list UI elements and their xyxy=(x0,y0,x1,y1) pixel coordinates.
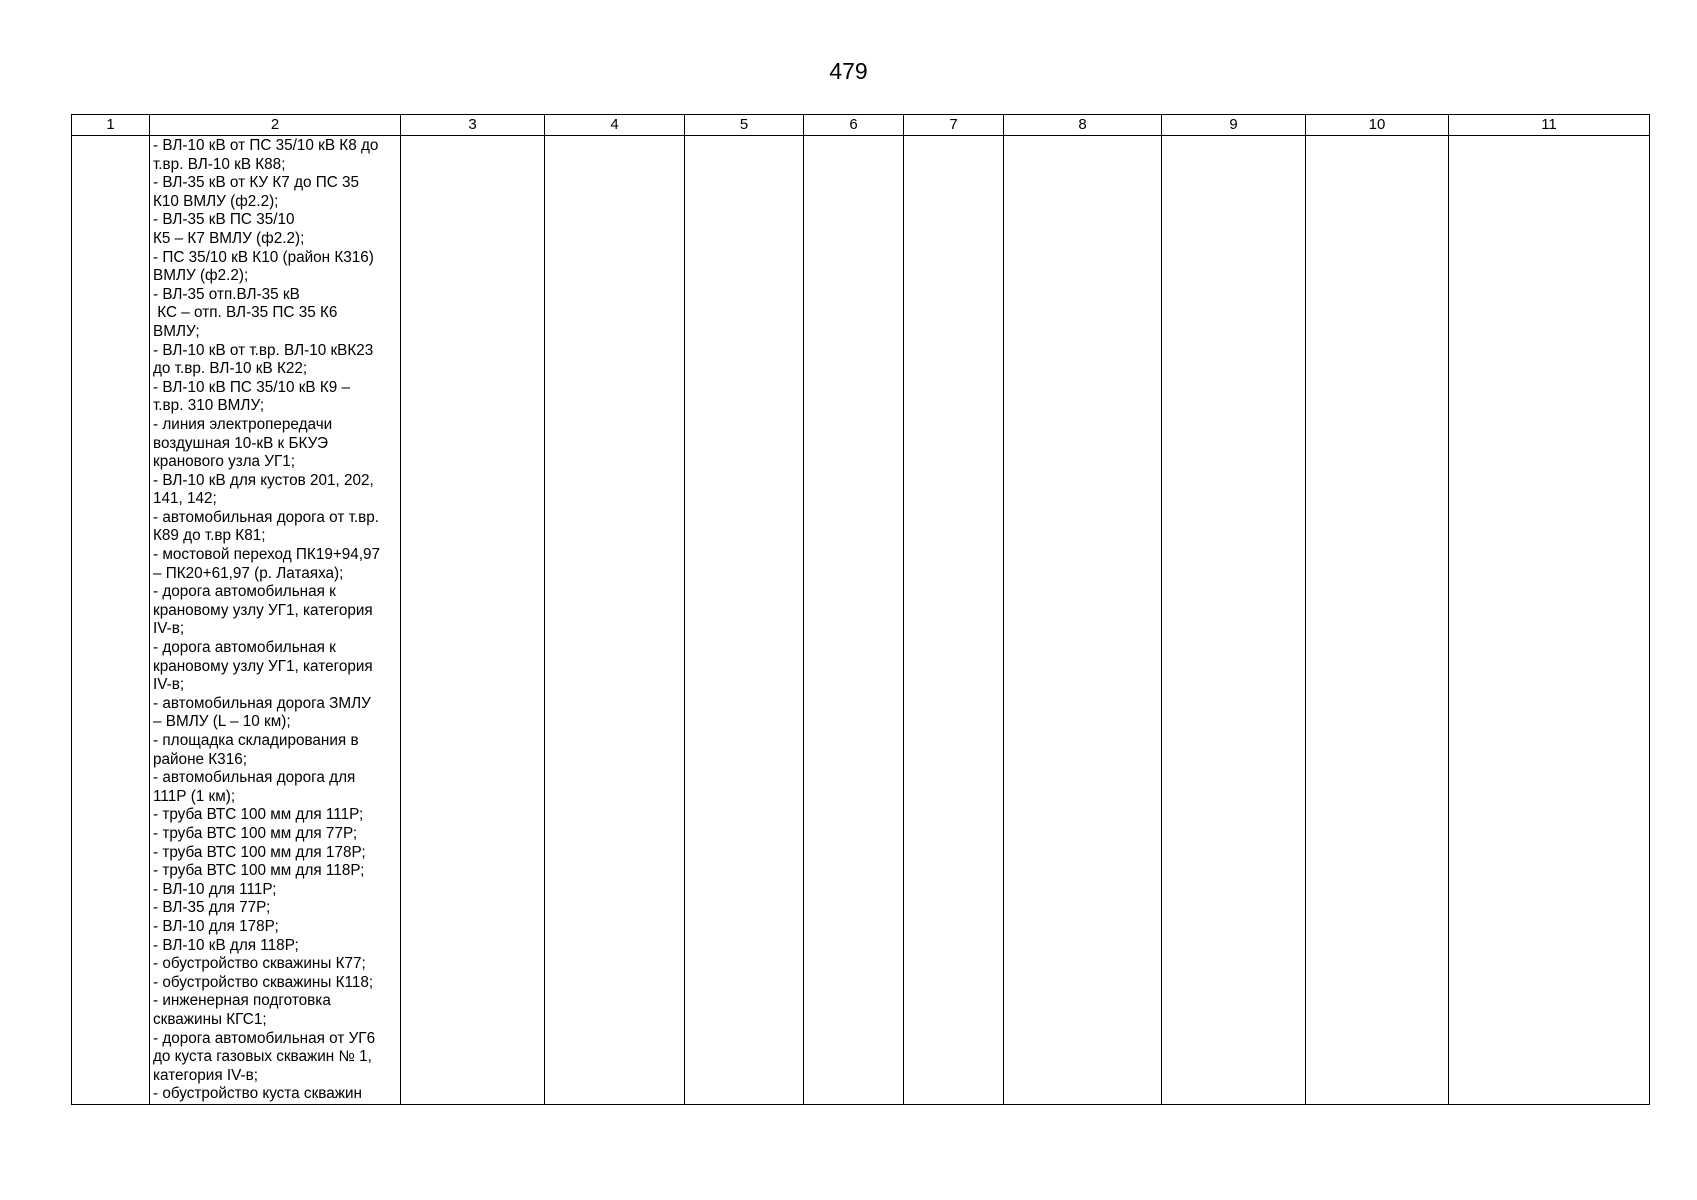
object-list-line: К10 ВМЛУ (ф2.2); xyxy=(153,192,279,210)
column-header-3: 3 xyxy=(401,115,545,136)
object-list-line: - ВЛ-35 кВ ПС 35/10 xyxy=(153,211,295,229)
object-list-line: - ВЛ-35 кВ от КУ К7 до ПС 35 xyxy=(153,174,360,192)
column-header-6: 6 xyxy=(804,115,904,136)
column-header-4: 4 xyxy=(545,115,685,136)
object-list-line: - линия электропередачи xyxy=(153,415,333,433)
column-header-10: 10 xyxy=(1306,115,1449,136)
object-list-line: категория IV-в; xyxy=(153,1066,258,1084)
object-list-line: ВМЛУ (ф2.2); xyxy=(153,267,249,285)
object-list-line: - ВЛ-10 кВ для 118Р; xyxy=(153,936,299,954)
object-list-line: 141, 142; xyxy=(153,490,217,508)
object-list-line: скважины КГС1; xyxy=(153,1010,267,1028)
object-list-line: - труба ВТС 100 мм для 118Р; xyxy=(153,862,365,880)
object-list-line: IV-в; xyxy=(153,676,185,694)
object-list-line: - ПС 35/10 кВ К10 (район К316) xyxy=(153,248,374,266)
column-header-9: 9 xyxy=(1162,115,1306,136)
object-list-line: - дорога автомобильная к xyxy=(153,639,336,657)
page-number: 479 xyxy=(829,58,868,84)
object-list-line: - труба ВТС 100 мм для 178Р; xyxy=(153,843,366,861)
object-list-line: до куста газовых скважин № 1, xyxy=(153,1048,372,1066)
cell-col-3 xyxy=(401,136,545,1105)
object-list-line: - мостовой переход ПК19+94,97 xyxy=(153,546,381,564)
object-list-line: районе К316; xyxy=(153,750,247,768)
object-list-line: - труба ВТС 100 мм для 111Р; xyxy=(153,806,364,824)
object-list-line: - ВЛ-10 для 178Р; xyxy=(153,917,279,935)
cell-col-6 xyxy=(804,136,904,1105)
column-header-11: 11 xyxy=(1449,115,1650,136)
object-list-line: - ВЛ-10 кВ от ПС 35/10 кВ К8 до xyxy=(153,137,379,154)
object-list-line: т.вр. 310 ВМЛУ; xyxy=(153,397,265,415)
object-list xyxy=(150,136,400,1104)
object-list-line: - ВЛ-35 отп.ВЛ-35 кВ xyxy=(153,285,300,303)
object-list-line: - труба ВТС 100 мм для 77Р; xyxy=(153,824,358,842)
cell-col-10 xyxy=(1306,136,1449,1105)
object-list-line: - ВЛ-10 кВ ПС 35/10 кВ К9 – xyxy=(153,378,351,396)
object-list-line: до т.вр. ВЛ-10 кВ К22; xyxy=(153,360,308,378)
object-list-line: крановому узлу УГ1, категория xyxy=(153,657,373,675)
header-row xyxy=(72,115,1650,136)
cell-col-11 xyxy=(1449,136,1650,1105)
cell-col-8 xyxy=(1004,136,1162,1105)
object-list-line: 111Р (1 км); xyxy=(153,787,236,805)
column-header-8: 8 xyxy=(1004,115,1162,136)
object-list-line: - дорога автомобильная к xyxy=(153,583,336,601)
object-list-line: IV-в; xyxy=(153,620,185,638)
column-header-7: 7 xyxy=(904,115,1004,136)
object-list-line: - обустройство скважины К77; xyxy=(153,955,366,973)
object-list-line: крановому узлу УГ1, категория xyxy=(153,601,373,619)
object-list-line: К89 до т.вр К81; xyxy=(153,527,266,545)
object-list-line: т.вр. ВЛ-10 кВ К88; xyxy=(153,155,286,173)
cell-col-2 xyxy=(150,136,401,1105)
object-list-line: - ВЛ-10 кВ для кустов 201, 202, xyxy=(153,471,374,489)
cell-col-1 xyxy=(72,136,150,1105)
object-list-line: кранового узла УГ1; xyxy=(153,453,296,471)
column-header-2: 2 xyxy=(150,115,401,136)
cell-col-5 xyxy=(685,136,804,1105)
cell-col-4 xyxy=(545,136,685,1105)
object-list-line: – ВМЛУ (L – 10 км); xyxy=(153,713,291,731)
cell-col-9 xyxy=(1162,136,1306,1105)
column-header-5: 5 xyxy=(685,115,804,136)
object-list-line: - площадка складирования в xyxy=(153,732,359,749)
object-list-line: - ВЛ-10 для 111Р; xyxy=(153,880,277,898)
column-header-1: 1 xyxy=(72,115,150,136)
object-list-line: – ПК20+61,97 (р. Латаяха); xyxy=(153,564,344,582)
object-list-line: - дорога автомобильная от УГ6 xyxy=(153,1029,376,1047)
object-list-line: - автомобильная дорога ЗМЛУ xyxy=(153,694,371,712)
object-list-line: - автомобильная дорога для xyxy=(153,769,356,787)
object-list-line: - ВЛ-35 для 77Р; xyxy=(153,899,271,917)
object-list-line: ВМЛУ; xyxy=(153,322,200,340)
object-list-line: - обустройство куста скважин xyxy=(153,1085,362,1103)
table-row xyxy=(72,136,1650,1105)
object-list-line: - автомобильная дорога от т.вр. xyxy=(153,508,380,526)
data-table xyxy=(71,114,1650,1105)
cell-col-7 xyxy=(904,136,1004,1105)
object-list-line: - инженерная подготовка xyxy=(153,992,331,1010)
object-list-line: - ВЛ-10 кВ от т.вр. ВЛ-10 кВК23 xyxy=(153,341,374,359)
object-list-line: воздушная 10-кВ к БКУЭ xyxy=(153,434,328,452)
object-list-line: КС – отп. ВЛ-35 ПС 35 К6 xyxy=(153,304,338,322)
object-list-line: К5 – К7 ВМЛУ (ф2.2); xyxy=(153,229,305,247)
object-list-line: - обустройство скважины К118; xyxy=(153,973,374,991)
